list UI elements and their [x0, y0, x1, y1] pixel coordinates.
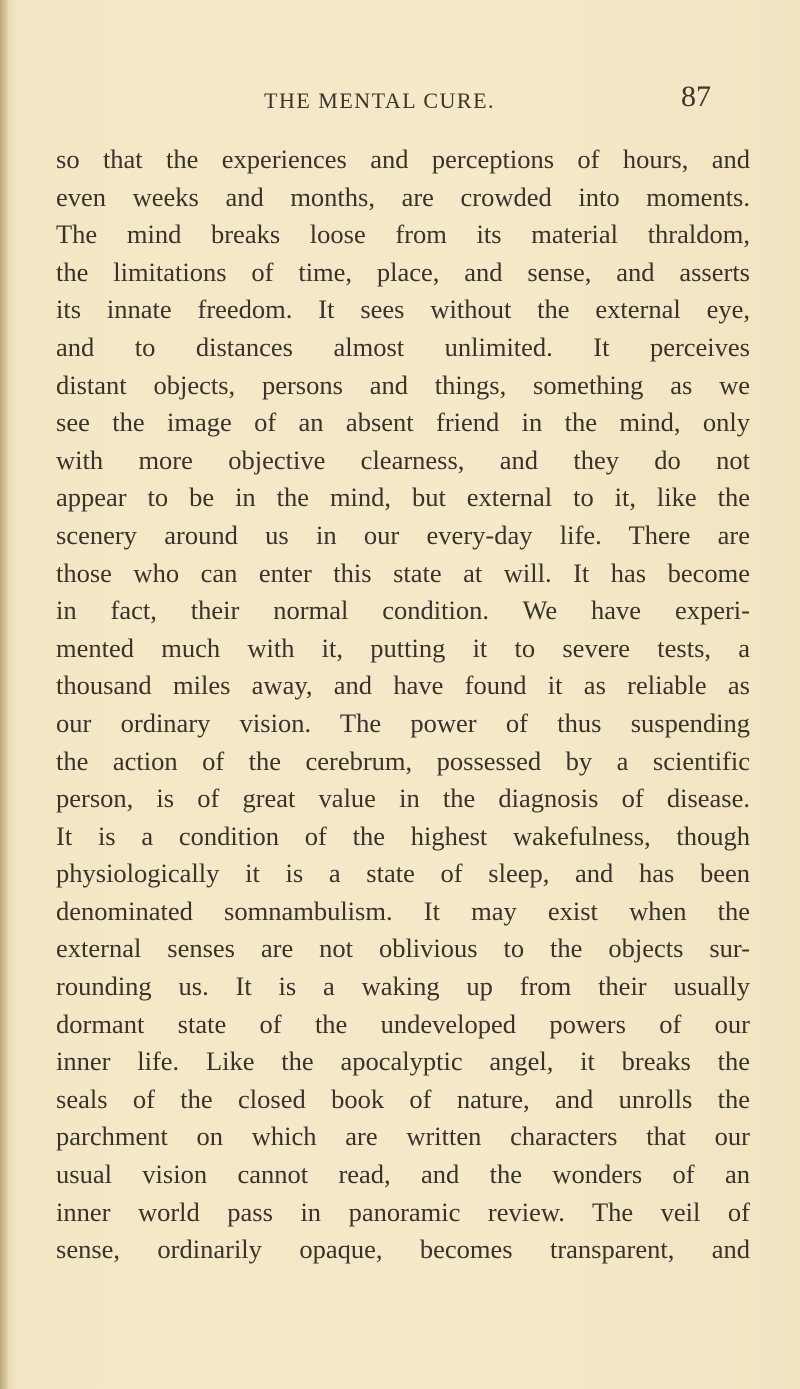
text-line: the action of the cerebrum, possessed by a scientific [56, 745, 750, 776]
text-line: so that the experiences and perceptions of hours, and [56, 144, 750, 174]
text-line: rounding us. It is a waking up from their usually [56, 971, 750, 1002]
text-line: dormant state of the undeveloped powers of our [56, 1008, 750, 1039]
text-line: external senses are not oblivious to the objects sur- [56, 933, 750, 964]
text-line: person, is of great value in the diagnosis of disease. [56, 783, 750, 814]
text-line: scenery around us in our every-day life. There are [56, 519, 750, 550]
text-line: sense, ordinarily opaque, becomes transparent, and [56, 1234, 750, 1265]
text-line: see the image of an absent friend in the mind, only [56, 407, 750, 438]
text-line: mented much with it, putting it to severe tests, a [56, 632, 750, 663]
text-line: denominated somnambulism. It may exist when the [56, 895, 750, 926]
page-number: 87 [681, 80, 711, 113]
text-line: inner life. Like the apocalyptic angel, it breaks the [56, 1046, 750, 1077]
text-line: distant objects, persons and things, something as we [56, 369, 750, 400]
text-line: seals of the closed book of nature, and unrolls the [56, 1083, 750, 1114]
text-line: thousand miles away, and have found it as reliable as [56, 670, 750, 701]
page-binding-edge [0, 0, 8, 1389]
running-title: THE MENTAL CURE. [264, 88, 496, 113]
text-line: even weeks and months, are crowded into moments. [56, 181, 750, 212]
text-line: and to distances almost unlimited. It perceives [56, 331, 750, 362]
text-line: its innate freedom. It sees without the external eye, [56, 294, 750, 325]
text-line: The mind breaks loose from its material thraldom, [56, 219, 750, 250]
text-line: It is a condition of the highest wakefulness, though [56, 820, 750, 851]
text-line: physiologically it is a state of sleep, and has been [56, 858, 750, 889]
text-line: our ordinary vision. The power of thus suspending [56, 707, 750, 738]
body-text [56, 141, 750, 1269]
text-line: in fact, their normal condition. We have experi- [56, 595, 750, 626]
text-line: appear to be in the mind, but external to it, like the [56, 482, 750, 513]
text-line: inner world pass in panoramic review. The veil of [56, 1196, 750, 1227]
text-line: usual vision cannot read, and the wonders of an [56, 1159, 750, 1190]
text-line: with more objective clearness, and they do not [56, 444, 750, 475]
text-line: parchment on which are written characters that our [56, 1121, 750, 1152]
text-line: the limitations of time, place, and sense, and asserts [56, 256, 750, 287]
text-line: those who can enter this state at will. It has become [56, 557, 750, 588]
